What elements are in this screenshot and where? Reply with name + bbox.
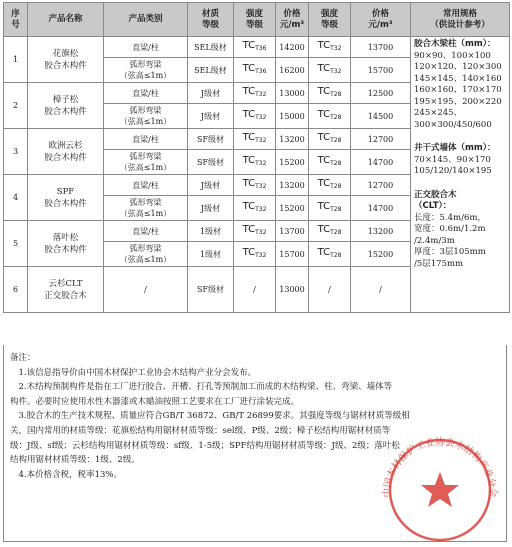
category-cell: 直梁/柱 [104, 221, 188, 242]
spec-cell: 胶合木梁柱（mm）： 90×90、100×100 120×120、120×300 145×145、140×160 160×160、170×170 195×195、200×220 245×245、 300×300/450/600 井干式墙体（mm）： 70×145、90×170 105/120/140×195 正交胶合木 （CLT）： 长度：5.4m/6m， 宽度：0.6m/1.2m /2.4m/3m 厚度：3层105mm /5层175mm [411, 37, 510, 313]
product-cell: 欧洲云杉 胶合木构件 [28, 129, 104, 175]
category-cell: 直梁/柱 [104, 83, 188, 104]
price-cell: 13200 [276, 129, 309, 150]
category-cell: / [104, 267, 188, 313]
price-cell: 13000 [276, 267, 309, 313]
strength-cell: $TC_{T28}$ [309, 175, 351, 196]
strength-cell: $TC_{T32}$ [234, 221, 276, 242]
note-line: 4.本价格含税，税率13%。 [10, 469, 123, 480]
price-cell: 15000 [276, 104, 309, 129]
strength-cell: $TC_{T28}$ [309, 150, 351, 175]
material-cell: SEL级材 [188, 58, 234, 83]
price-cell: 13700 [351, 37, 411, 58]
material-cell: J级材 [188, 175, 234, 196]
material-cell: SF级材 [188, 129, 234, 150]
price-cell: 15200 [351, 242, 411, 267]
strength-cell: $TC_{T28}$ [309, 242, 351, 267]
wall-spec-title: 井干式墙体（mm）： [414, 143, 496, 153]
seq-cell: 2 [4, 83, 28, 129]
clt-spec-title: 正交胶合木 [414, 189, 457, 200]
header-seq: 序 号 [4, 3, 28, 37]
note-line: 构件。必要时应使用水性木器漆或木蜡油按照工艺要求在工厂进行涂装完成。 [10, 396, 300, 407]
seal-text: 中国木材保护工业协会木结构产业分会 [381, 436, 499, 498]
header-price-2: 价格 元/m³ [351, 3, 411, 37]
price-cell: 14700 [351, 150, 411, 175]
notes-title: 备注： [10, 353, 36, 363]
header-strength-2: 强度 等级 [309, 3, 351, 37]
material-cell: J级材 [188, 104, 234, 129]
note-line: 1.该信息指导价由中国木材保护工业协会木结构产业分会发布。 [10, 367, 257, 378]
note-line: 3.胶合木的生产技术规程、质量应符合GB/T 36872、GB/T 26899要求。其强度等级与锯材材质等级相 [10, 411, 410, 422]
strength-cell: $TC_{T32}$ [234, 104, 276, 129]
price-cell: 12700 [351, 175, 411, 196]
price-cell: 15700 [276, 242, 309, 267]
price-cell: 16200 [276, 58, 309, 83]
material-cell: 1级材 [188, 242, 234, 267]
strength-cell: $TC_{T28}$ [309, 196, 351, 221]
product-cell: 落叶松 胶合木构件 [28, 221, 104, 267]
product-cell: 樟子松 胶合木构件 [28, 83, 104, 129]
seal-star-icon [421, 472, 459, 507]
strength-cell: $TC_{T32}$ [309, 58, 351, 83]
category-cell: 弧形弯梁 （弦高≤1m） [104, 242, 188, 267]
category-cell: 弧形弯梁 （弦高≤1m） [104, 150, 188, 175]
category-cell: 弧形弯梁 （弦高≤1m） [104, 104, 188, 129]
category-cell: 弧形弯梁 （弦高≤1m） [104, 58, 188, 83]
strength-cell: $TC_{T32}$ [234, 175, 276, 196]
material-cell: J级材 [188, 196, 234, 221]
material-cell: 1级材 [188, 221, 234, 242]
strength-cell: / [309, 267, 351, 313]
material-cell: SEL级材 [188, 37, 234, 58]
price-cell: / [351, 267, 411, 313]
strength-cell: $TC_{T28}$ [309, 83, 351, 104]
price-cell: 13200 [276, 175, 309, 196]
seq-cell: 4 [4, 175, 28, 221]
category-cell: 弧形弯梁 （弦高≤1m） [104, 196, 188, 221]
price-cell: 13200 [351, 221, 411, 242]
header-product: 产品名称 [28, 3, 104, 37]
strength-cell: $TC_{T28}$ [309, 221, 351, 242]
strength-cell: $TC_{T32}$ [234, 129, 276, 150]
category-cell: 直梁/柱 [104, 37, 188, 58]
header-strength-1: 强度 等级 [234, 3, 276, 37]
note-line: 级：J级、sf级；云杉结构用锯材材质等级：sf级、1-5级；SPF结构用锯材材质等级：J级、2级；落叶松 [10, 440, 400, 451]
seq-cell: 1 [4, 37, 28, 83]
note-line: 2.木结构预制构件是指在工厂进行胶合、开槽、打孔等预制加工而成的木结构梁、柱、弯梁、墙体等 [10, 382, 393, 393]
category-cell: 直梁/柱 [104, 175, 188, 196]
strength-cell: $TC_{T32}$ [309, 37, 351, 58]
table-header-row [4, 3, 510, 37]
strength-cell: $TC_{T32}$ [234, 150, 276, 175]
price-cell: 15200 [276, 196, 309, 221]
strength-cell: $TC_{T32}$ [234, 83, 276, 104]
price-cell: 14700 [351, 196, 411, 221]
organization-seal [379, 434, 501, 542]
price-cell: 15200 [276, 150, 309, 175]
table-row [4, 37, 510, 58]
price-cell: 13000 [276, 83, 309, 104]
header-material: 材质 等级 [188, 3, 234, 37]
price-table [3, 2, 510, 313]
note-line: 结构用锯材材质等级：1级、2级。 [10, 455, 140, 466]
product-cell: 云杉CLT 正交胶合木 [28, 267, 104, 313]
strength-cell: $TC_{T36}$ [234, 58, 276, 83]
category-cell: 直梁/柱 [104, 129, 188, 150]
strength-cell: / [234, 267, 276, 313]
strength-cell: $TC_{T32}$ [234, 196, 276, 221]
price-cell: 15700 [351, 58, 411, 83]
note-line: 关，国内常用的材质等级：花旗松结构用锯材材质等级：sel级、P级、2级；樟子松结构用锯材材质等 [10, 425, 391, 436]
strength-cell: $TC_{T32}$ [234, 242, 276, 267]
seq-cell: 3 [4, 129, 28, 175]
price-document [3, 2, 509, 544]
seq-cell: 6 [4, 267, 28, 313]
product-cell: 花旗松 胶合木构件 [28, 37, 104, 83]
seq-cell: 5 [4, 221, 28, 267]
material-cell: J级材 [188, 83, 234, 104]
price-cell: 14200 [276, 37, 309, 58]
price-cell: 14500 [351, 104, 411, 129]
price-cell: 12700 [351, 129, 411, 150]
product-cell: SPF 胶合木构件 [28, 175, 104, 221]
header-spec: 常用规格 （供设计参考） [411, 3, 510, 37]
header-category: 产品类别 [104, 3, 188, 37]
strength-cell: $TC_{T36}$ [234, 37, 276, 58]
material-cell: SF级材 [188, 150, 234, 175]
strength-cell: $TC_{T28}$ [309, 104, 351, 129]
material-cell: SF级材 [188, 267, 234, 313]
header-price-1: 价格 元/m³ [276, 3, 309, 37]
strength-cell: $TC_{T28}$ [309, 129, 351, 150]
beam-spec-title: 胶合木梁柱（mm）： [414, 39, 496, 49]
price-cell: 12500 [351, 83, 411, 104]
price-cell: 13700 [276, 221, 309, 242]
